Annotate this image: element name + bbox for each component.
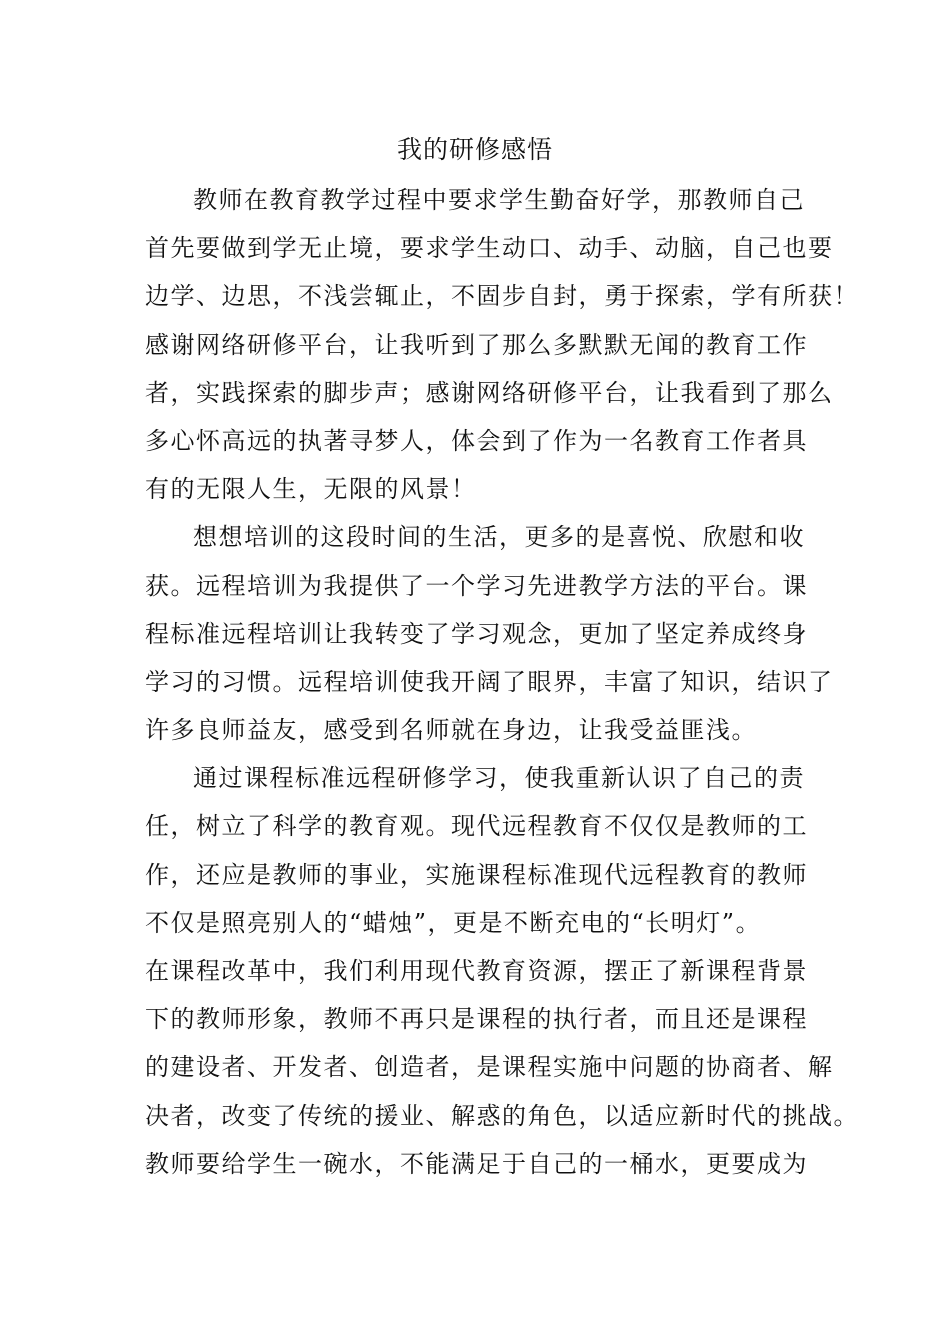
- document-title: 我的研修感悟: [396, 135, 553, 164]
- paragraph-line: 不仅是照亮别人的“蜡烛”，更是不断充电的“长明灯”。: [145, 908, 762, 937]
- paragraph-line: 多心怀高远的执著寻梦人，体会到了作为一名教育工作者具: [145, 426, 808, 455]
- paragraph-line: 教师在教育教学过程中要求学生勤奋好学，那教师自己: [193, 186, 805, 214]
- paragraph-line: 任，树立了科学的教育观。现代远程教育不仅仅是教师的工: [145, 812, 808, 841]
- paragraph-line: 获。远程培训为我提供了一个学习先进教学方法的平台。课: [145, 571, 808, 600]
- document-body: [145, 176, 859, 1188]
- paragraph-line: 感谢网络研修平台，让我听到了那么多默默无闻的教育工作: [145, 330, 808, 359]
- paragraph-line: 作，还应是教师的事业，实施课程标准现代远程教育的教师: [145, 860, 808, 889]
- paragraph-line: 程标准远程培训让我转变了学习观念，更加了坚定养成终身: [145, 619, 808, 648]
- paragraph-line: 者，实践探索的脚步声；感谢网络研修平台，让我看到了那么: [145, 378, 834, 407]
- paragraph-line: 通过课程标准远程研修学习，使我重新认识了自己的责: [193, 764, 805, 793]
- paragraph-line: 边学、边思，不浅尝辄止，不固步自封，勇于探索，学有所获！: [145, 282, 859, 311]
- paragraph-line: 下的教师形象，教师不再只是课程的执行者，而且还是课程: [145, 1005, 808, 1034]
- paragraph-line: 在课程改革中，我们利用现代教育资源，摆正了新课程背景: [145, 957, 808, 985]
- paragraph-line: 有的无限人生，无限的风景！: [145, 475, 477, 504]
- paragraph-line: 想想培训的这段时间的生活，更多的是喜悦、欣慰和收: [193, 523, 805, 552]
- paragraph-line: 首先要做到学无止境，要求学生动口、动手、动脑，自己也要: [145, 234, 834, 263]
- paragraph-line: 学习的习惯。远程培训使我开阔了眼界，丰富了知识，结识了: [145, 667, 834, 696]
- paragraph-line: 的建设者、开发者、创造者，是课程实施中问题的协商者、解: [145, 1053, 834, 1082]
- paragraph-line: 决者，改变了传统的援业、解惑的角色，以适应新时代的挑战。: [145, 1101, 859, 1130]
- paragraph-line: 许多良师益友，感受到名师就在身边，让我受益匪浅。: [145, 716, 757, 745]
- paragraph-line: 教师要给学生一碗水，不能满足于自己的一桶水，更要成为: [145, 1149, 808, 1178]
